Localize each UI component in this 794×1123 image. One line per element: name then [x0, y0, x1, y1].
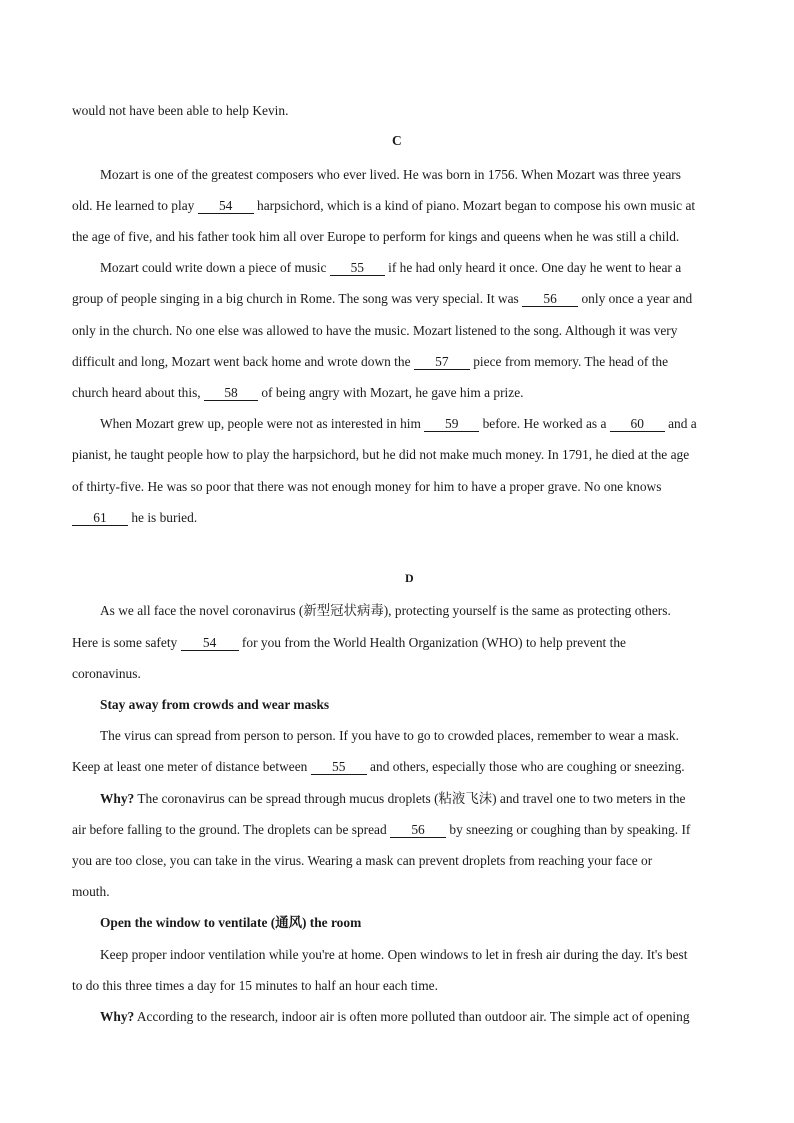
blank-d55[interactable]: 55	[311, 760, 367, 775]
text: group of people singing in a big church in Rome. The song was very special. It was	[72, 291, 523, 306]
text: Here is some safety	[72, 635, 181, 650]
text: before. He worked as a	[479, 416, 610, 431]
d-p4-line-1: Keep proper indoor ventilation while you're at home. Open windows to let in fresh air during the day. It's best	[100, 947, 688, 962]
d-p4-line-2: to do this three times a day for 15 minutes to half an hour each time.	[72, 978, 438, 993]
text: and others, especially those who are coughing or sneezing.	[366, 759, 685, 774]
text: by sneezing or coughing than by speaking. If	[446, 822, 691, 837]
c-p2-line-2	[72, 289, 722, 309]
d-p1-line-3: coronavinus.	[72, 666, 141, 681]
text: only once a year and	[578, 291, 693, 306]
c-p3-line-4	[72, 508, 722, 528]
d-p3-line-2	[72, 820, 722, 840]
text: air before falling to the ground. The droplets can be spread	[72, 822, 391, 837]
text: harpsichord, which is a kind of piano. Mozart began to compose his own music at	[253, 198, 696, 213]
d-p3-line-1	[100, 789, 722, 809]
d-p5-line-1	[100, 1007, 722, 1027]
text: piece from memory. The head of the	[469, 354, 669, 369]
blank-55[interactable]: 55	[330, 261, 385, 276]
d-p2-line-1: The virus can spread from person to person. If you have to go to crowded places, remember to wear a mask.	[100, 728, 679, 743]
d-p2-line-2	[72, 757, 722, 777]
text: for you from the World Health Organization (WHO) to help prevent the	[238, 635, 626, 650]
text: difficult and long, Mozart went back home and wrote down the	[72, 354, 414, 369]
c-p2-line-1	[100, 258, 722, 278]
why-label: Why?	[100, 1009, 135, 1024]
blank-54[interactable]: 54	[198, 199, 254, 214]
c-p1-line-1: Mozart is one of the greatest composers who ever lived. He was born in 1756. When Mozart was three years	[100, 167, 681, 182]
c-p1-line-2	[72, 196, 722, 216]
subheading-crowds: Stay away from crowds and wear masks	[100, 697, 330, 712]
c-p3-line-3: of thirty-five. He was so poor that there was not enough money for him to have a proper grave. No one knows	[72, 479, 662, 494]
blank-d56[interactable]: 56	[390, 823, 446, 838]
text: if he had only heard it once. One day he went to hear a	[384, 260, 682, 275]
text: church heard about this,	[72, 385, 205, 400]
text: According to the research, indoor air is often more polluted than outdoor air. The simple act of opening	[134, 1009, 690, 1024]
c-p2-line-5	[72, 383, 722, 403]
text: When Mozart grew up, people were not as interested in him	[100, 416, 425, 431]
text: and a	[664, 416, 697, 431]
text: of being angry with Mozart, he gave him a prize.	[258, 385, 524, 400]
d-p1-line-1: As we all face the novel coronavirus (新型冠状病毒), protecting yourself is the same as protecting others.	[100, 603, 671, 618]
text: The coronavirus can be spread through mucus droplets (粘液飞沫) and travel one to two meters in the	[134, 791, 686, 806]
blank-d54[interactable]: 54	[181, 636, 239, 651]
blank-60[interactable]: 60	[610, 417, 665, 432]
blank-59[interactable]: 59	[424, 417, 479, 432]
c-p1-line-3: the age of five, and his father took him all over Europe to perform for kings and queens when he was still a child.	[72, 229, 680, 244]
c-p2-line-3: only in the church. No one else was allowed to have the music. Mozart listened to the song. Although it was very	[72, 323, 678, 338]
d-p3-line-4: mouth.	[72, 884, 110, 899]
section-heading-c: C	[392, 133, 402, 148]
d-p3-line-3: you are too close, you can take in the virus. Wearing a mask can prevent droplets from reaching your face or	[72, 853, 653, 868]
c-p2-line-4	[72, 352, 722, 372]
blank-57[interactable]: 57	[414, 355, 470, 370]
section-heading-d: D	[405, 571, 414, 585]
blank-56[interactable]: 56	[522, 292, 578, 307]
blank-58[interactable]: 58	[204, 386, 258, 401]
c-p3-line-2: pianist, he taught people how to play the harpsichord, but he did not make much money. In 1791, he died at the age	[72, 447, 690, 462]
c-p3-line-1	[100, 414, 722, 434]
text: he is buried.	[128, 510, 198, 525]
text: Mozart could write down a piece of music	[100, 260, 330, 275]
d-p1-line-2	[72, 633, 722, 653]
text: Keep at least one meter of distance between	[72, 759, 311, 774]
why-label: Why?	[100, 791, 135, 806]
intro-line: would not have been able to help Kevin.	[72, 103, 289, 118]
blank-61[interactable]: 61	[72, 511, 128, 526]
text: old. He learned to play	[72, 198, 198, 213]
subheading-ventilate: Open the window to ventilate (通风) the room	[100, 915, 362, 930]
